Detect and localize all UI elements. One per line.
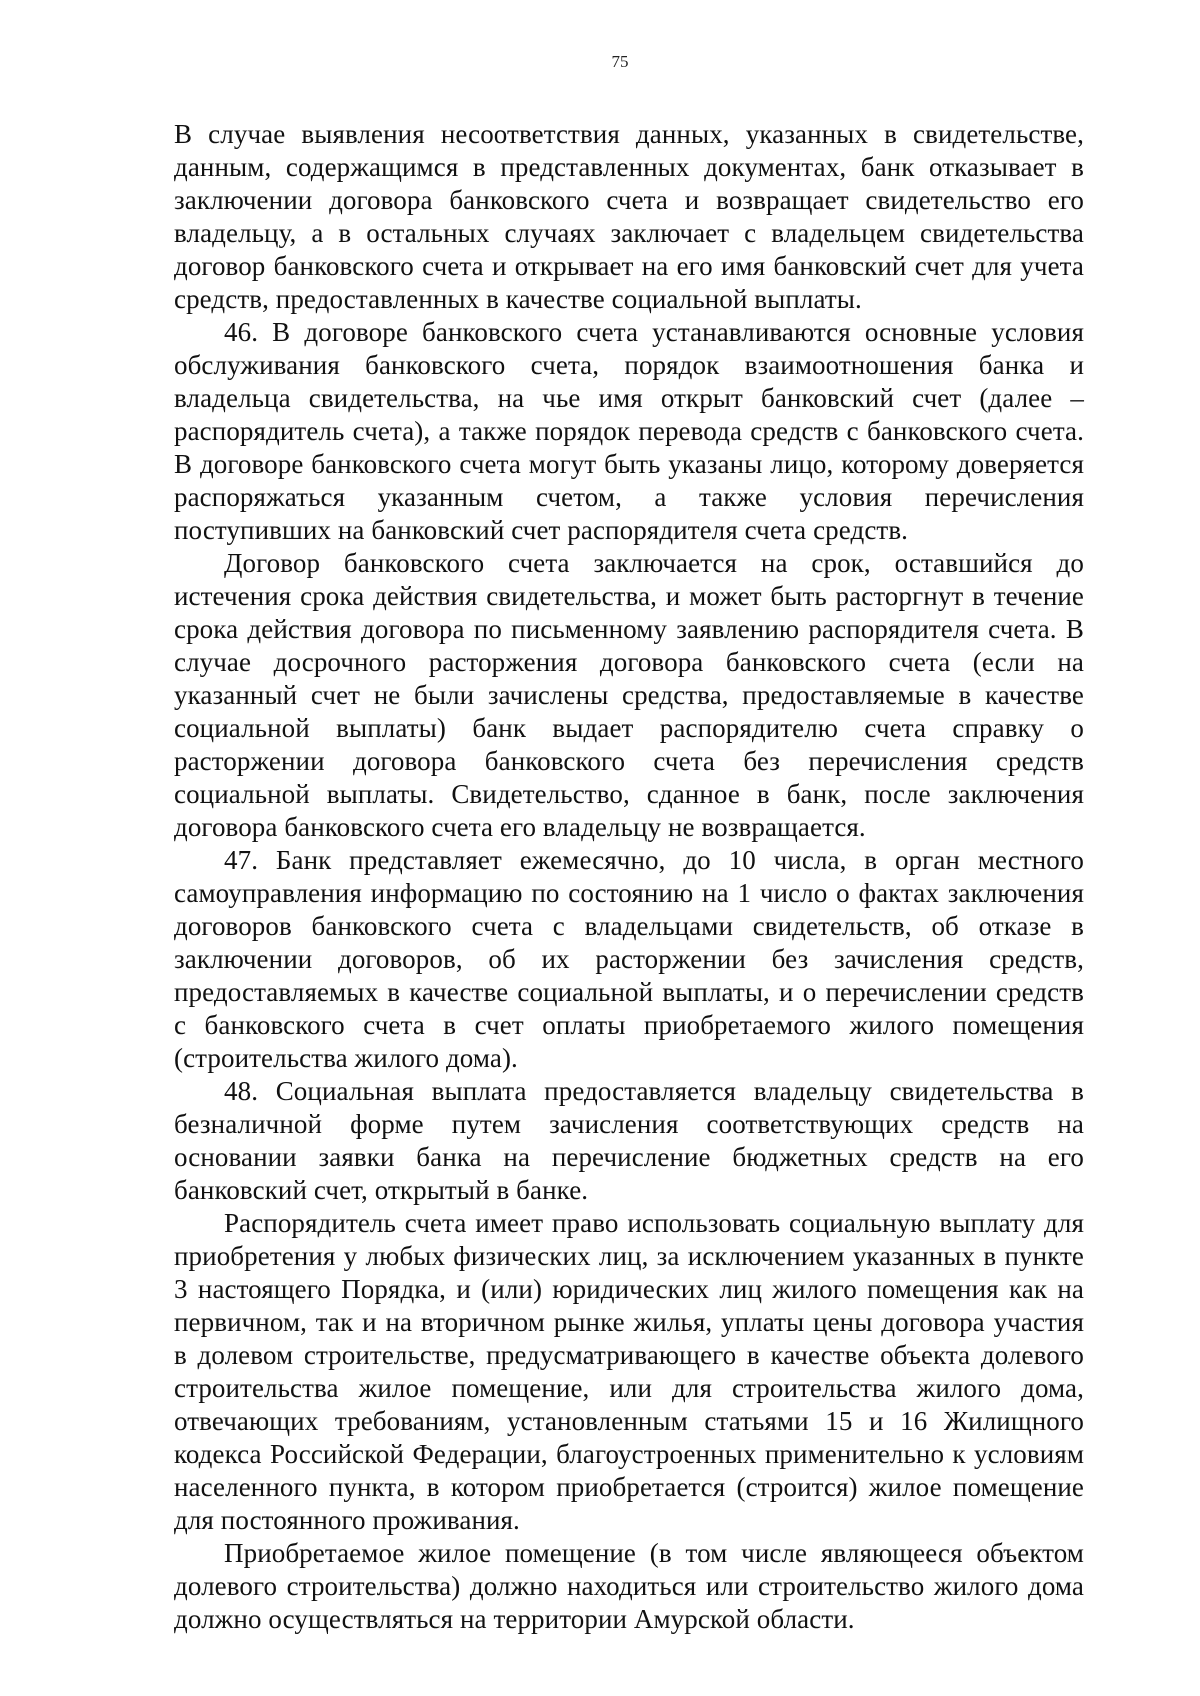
paragraph-contract-term: Договор банковского счета заключается на срок, оставшийся до истечения срока действия свидетельства, и может быть расторгнут в течение срока действия договора по письменному заявлению распорядителя счета. В случае досрочного расторжения договора банковского счета (если на указанный счет не были зачислены средства, предоставляемые в качестве социальной выплаты) банк выдает распорядителю счета справку о расторжении договора банковского счета без перечисления средств социальной выплаты. Свидетельство, сданное в банк, после заключения договора банковского счета его владельцу не возвращается. xyxy=(174,548,1084,842)
document-body xyxy=(174,118,1084,1636)
paragraph-47: 47. Банк представляет ежемесячно, до 10 числа, в орган местного самоуправления информацию по состоянию на 1 число о фактах заключения договоров банковского счета с владельцами свидетельств, об отказе в заключении договоров, об их расторжении без зачисления средств, предоставляемых в качестве социальной выплаты, и о перечислении средств с банковского счета в счет оплаты приобретаемого жилого помещения (строительства жилого дома). xyxy=(174,845,1084,1073)
paragraph-intro: В случае выявления несоответствия данных, указанных в свидетельстве, данным, содержащимся в представленных документах, банк отказывает в заключении договора банковского счета и возвращает свидетельство его владельцу, а в остальных случаях заключает с владельцем свидетельства договор банковского счета и открывает на его имя банковский счет для учета средств, предоставленных в качестве социальной выплаты. xyxy=(174,119,1084,314)
page-number: 75 xyxy=(611,52,629,71)
paragraph-amur-region: Приобретаемое жилое помещение (в том числе являющееся объектом долевого строительства) должно находиться или строительство жилого дома должно осуществляться на территории Амурской области. xyxy=(174,1538,1084,1634)
paragraph-48: 48. Социальная выплата предоставляется владельцу свидетельства в безналичной форме путем зачисления соответствующих средств на основании заявки банка на перечисление бюджетных средств на его банковский счет, открытый в банке. xyxy=(174,1076,1084,1205)
paragraph-46: 46. В договоре банковского счета устанавливаются основные условия обслуживания банковского счета, порядок взаимоотношения банка и владельца свидетельства, на чье имя открыт банковский счет (далее – распорядитель счета), а также порядок перевода средств с банковского счета. В договоре банковского счета могут быть указаны лицо, которому доверяется распоряжаться указанным счетом, а также условия перечисления поступивших на банковский счет распорядителя счета средств. xyxy=(174,317,1084,545)
paragraph-account-holder-rights: Распорядитель счета имеет право использовать социальную выплату для приобретения у любых физических лиц, за исключением указанных в пункте 3 настоящего Порядка, и (или) юридических лиц жилого помещения как на первичном, так и на вторичном рынке жилья, уплаты цены договора участия в долевом строительстве, предусматривающего в качестве объекта долевого строительства жилое помещение, или для строительства жилого дома, отвечающих требованиям, установленным статьями 15 и 16 Жилищного кодекса Российской Федерации, благоустроенных применительно к условиям населенного пункта, в котором приобретается (строится) жилое помещение для постоянного проживания. xyxy=(174,1208,1084,1535)
